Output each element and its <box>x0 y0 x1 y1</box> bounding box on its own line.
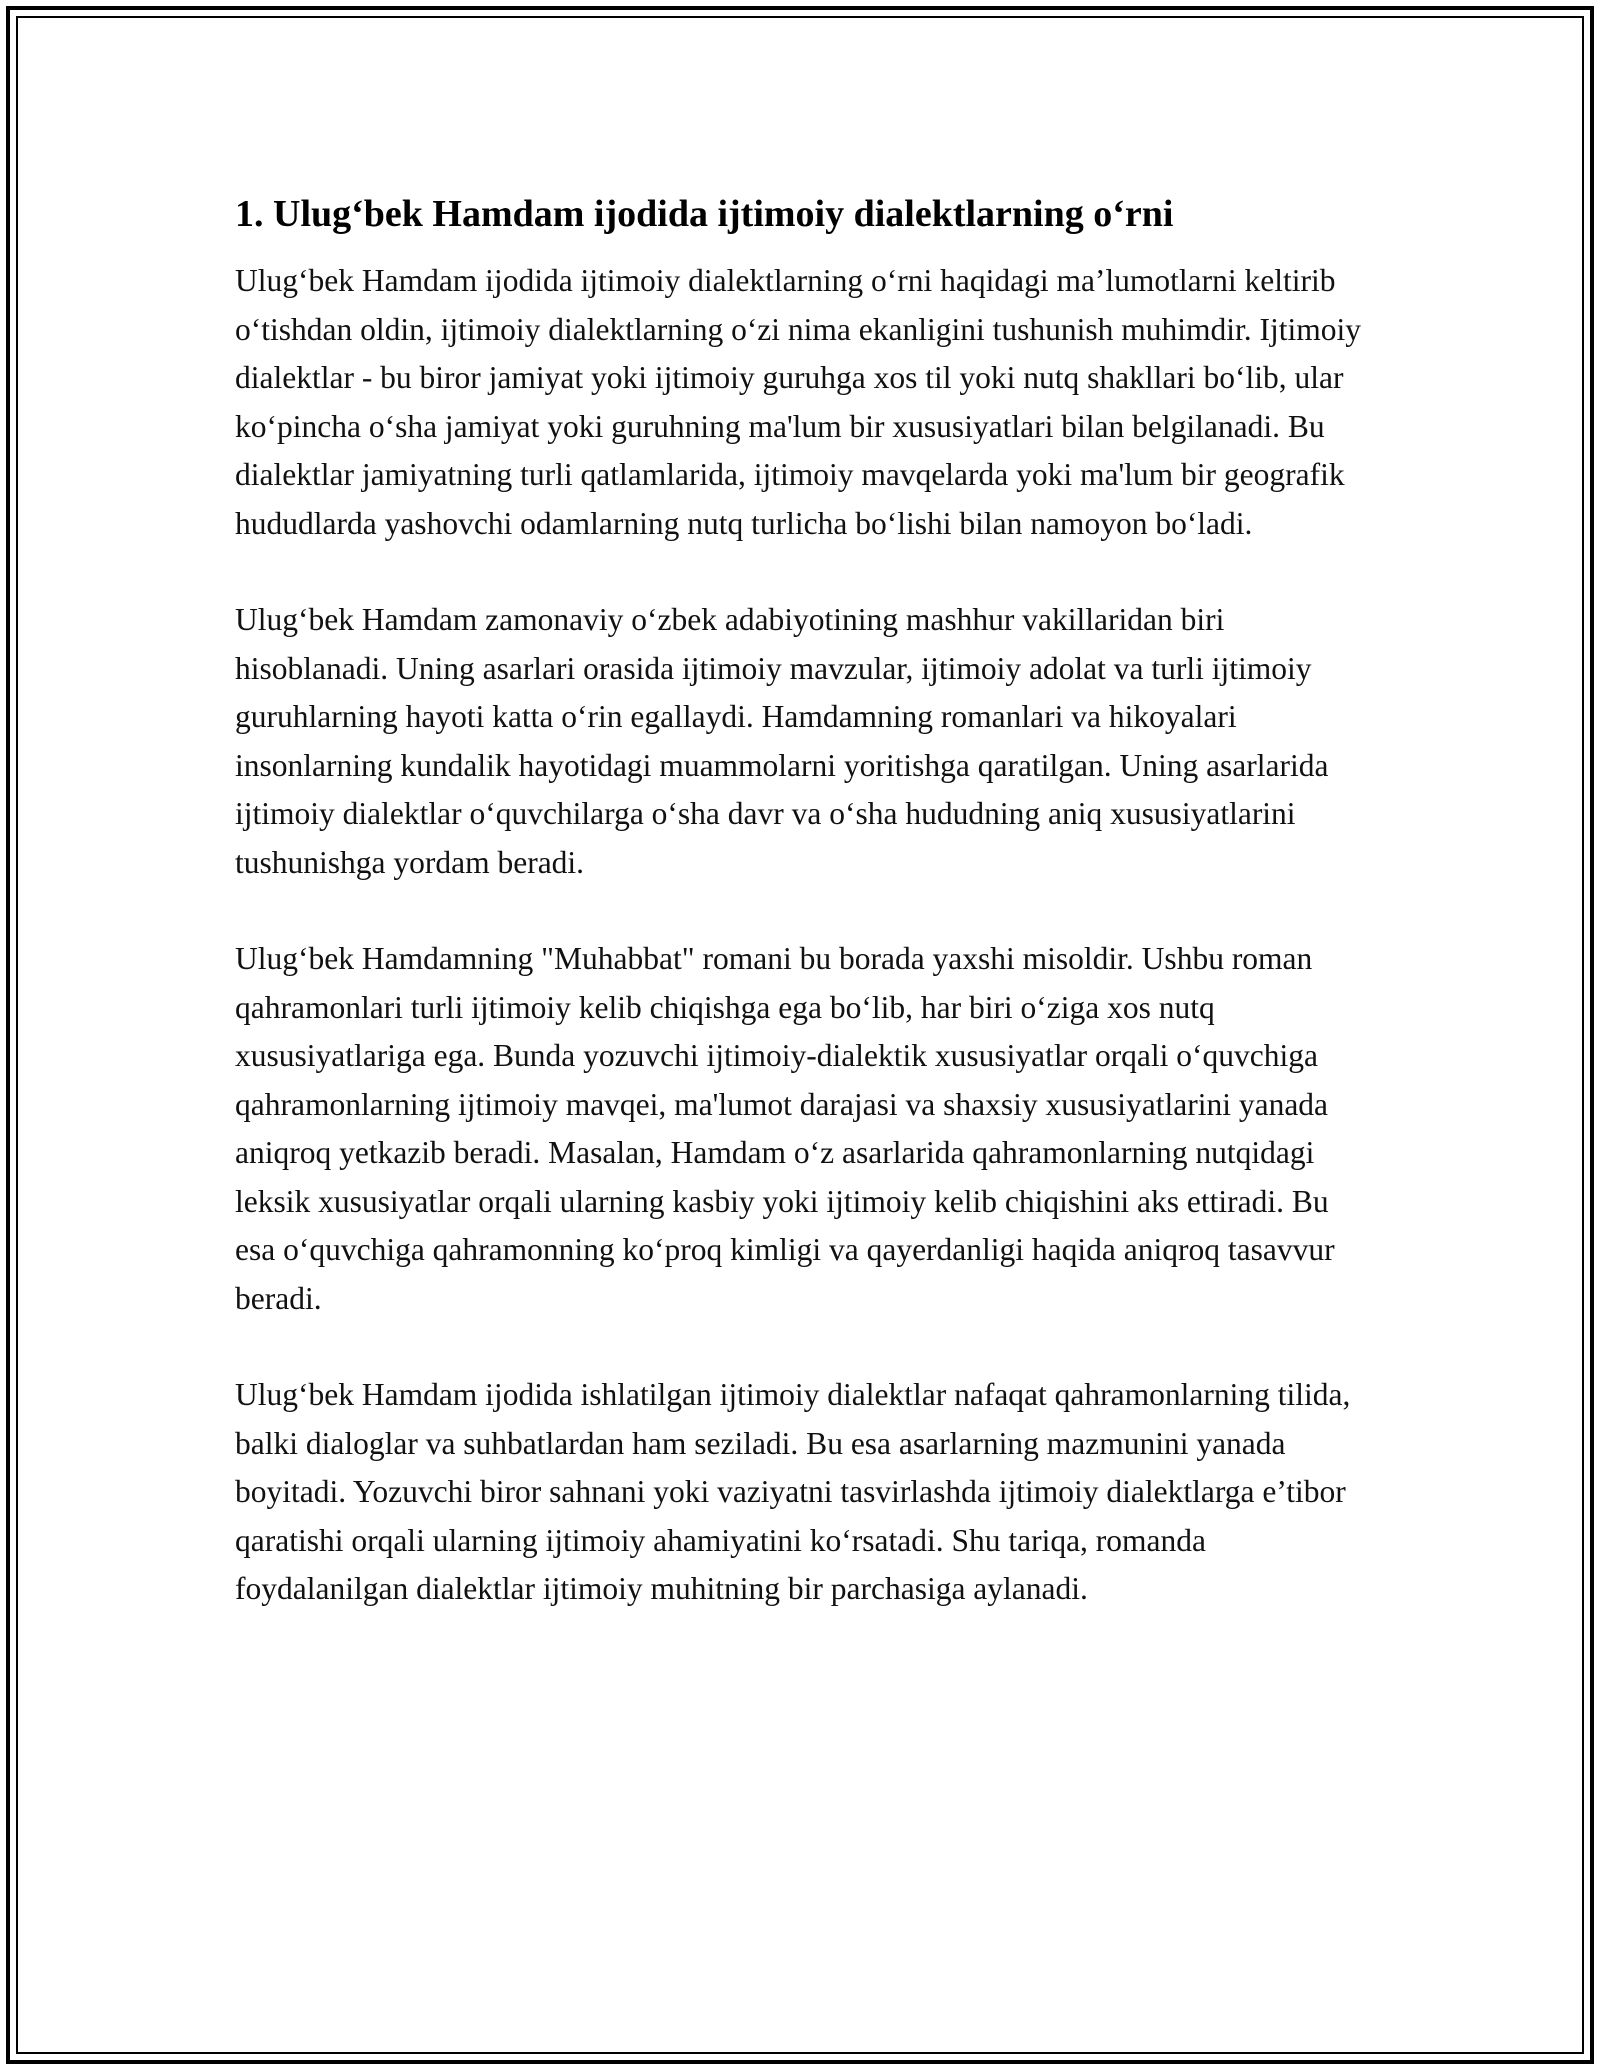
paragraph-1: Ulug‘bek Hamdam ijodida ijtimoiy dialektlarning o‘rni haqidagi ma’lumotlarni keltirib o‘tishdan oldin, ijtimoiy dialektlarning o‘zi nima ekanligini tushunish muhimdir. Ijtimoiy dialektlar - bu biror jamiyat yoki ijtimoiy guruhga xos til yoki nutq shakllari bo‘lib, ular ko‘pincha o‘sha jamiyat yoki guruhning ma'lum bir xususiyatlari bilan belgilanadi. Bu dialektlar jamiyatning turli qatlamlarida, ijtimoiy mavqelarda yoki ma'lum bir geografik hududlarda yashovchi odamlarning nutq turlicha bo‘lishi bilan namoyon bo‘ladi. <box>235 263 1362 541</box>
paragraph-4: Ulug‘bek Hamdam ijodida ishlatilgan ijtimoiy dialektlar nafaqat qahramonlarning tilida, balki dialoglar va suhbatlardan ham seziladi. Bu esa asarlarning mazmunini yanada boyitadi. Yozuvchi biror sahnani yoki vaziyatni tasvirlashda ijtimoiy dialektlarga e’tibor qaratishi orqali ularning ijtimoiy ahamiyatini ko‘rsatadi. Shu tariqa, romanda foydalanilgan dialektlar ijtimoiy muhitning bir parchasiga aylanadi. <box>235 1377 1351 1606</box>
paragraph-2: Ulug‘bek Hamdam zamonaviy o‘zbek adabiyotining mashhur vakillaridan biri hisoblanadi. Uning asarlari orasida ijtimoiy mavzular, ijtimoiy adolat va turli ijtimoiy guruhlarning hayoti katta o‘rin egallaydi. Hamdamning romanlari va hikoyalari insonlarning kundalik hayotidagi muammolarni yoritishga qaratilgan. Uning asarlarida ijtimoiy dialektlar o‘quvchilarga o‘sha davr va o‘sha hududning aniq xususiyatlarini tushunishga yordam beradi. <box>235 602 1329 880</box>
document-body <box>235 185 1375 1662</box>
paragraph-3: Ulug‘bek Hamdamning "Muhabbat" romani bu borada yaxshi misoldir. Ushbu roman qahramonlari turli ijtimoiy kelib chiqishga ega bo‘lib, har biri o‘ziga xos nutq xususiyatlariga ega. Bunda yozuvchi ijtimoiy-dialektik xususiyatlar orqali o‘quvchiga qahramonlarning ijtimoiy mavqei, ma'lumot darajasi va shaxsiy xususiyatlarini yanada aniqroq yetkazib beradi. Masalan, Hamdam o‘z asarlarida qahramonlarning nutqidagi leksik xususiyatlar orqali ularning kasbiy yoki ijtimoiy kelib chiqishini aks ettiradi. Bu esa o‘quvchiga qahramonning ko‘proq kimligi va qayerdanligi haqida aniqroq tasavvur beradi. <box>235 941 1335 1316</box>
section-heading: 1. Ulug‘bek Hamdam ijodida ijtimoiy dialektlarning o‘rni <box>235 193 1174 235</box>
